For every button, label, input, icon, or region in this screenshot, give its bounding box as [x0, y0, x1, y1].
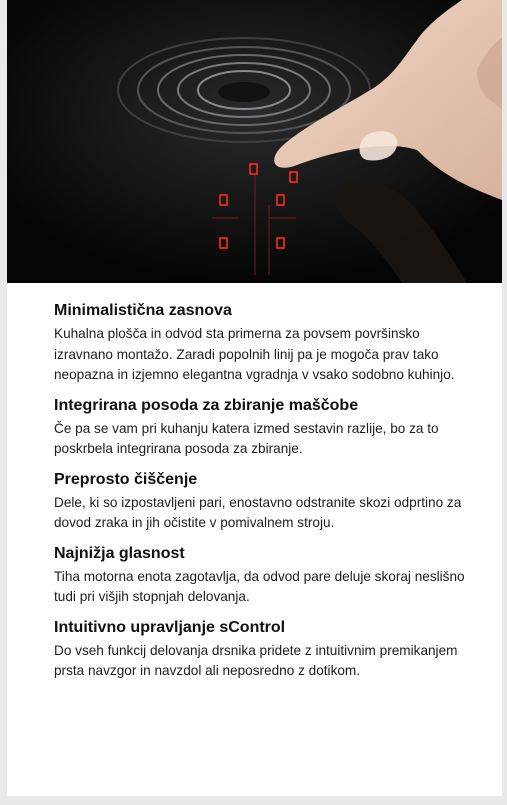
section-text: Kuhalna plošča in odvod sta primerna za povsem površinsko izravnano montažo. Zaradi popolnih linij pa je mogoča prav tako neopazna in izjemno elegantna vgradnja v vsako sodobno kuhinjo.	[54, 326, 455, 382]
feature-card	[7, 0, 502, 796]
section-title: Najnižja glasnost	[54, 544, 185, 562]
section-title: Intuitivno upravljanje sControl	[54, 618, 286, 636]
feature-section	[54, 300, 474, 386]
section-text: Do vseh funkcij delovanja drsnika pridete z intuitivnim premikanjem prsta navzgor in navzdol ali neposredno z dotikom.	[54, 642, 458, 678]
feature-list	[54, 300, 474, 691]
feature-section	[54, 543, 474, 608]
section-text: Če pa se vam pri kuhanju katera izmed sestavin razlije, bo za to poskrbela integrirana posoda za zbiranje.	[54, 420, 439, 456]
feature-section	[54, 617, 474, 682]
cooktop-touch-control-image	[7, 0, 502, 283]
feature-section	[54, 395, 474, 460]
feature-section	[54, 469, 474, 534]
section-title: Minimalistična zasnova	[54, 302, 232, 319]
section-title: Preprosto čiščenje	[54, 470, 198, 488]
section-text: Dele, ki so izpostavljeni pari, enostavno odstranite skozi odprtino za dovod zraka in jih očistite v pomivalnem stroju.	[54, 494, 462, 530]
hero-image	[7, 0, 502, 283]
section-title: Integrirana posoda za zbiranje maščobe	[54, 396, 359, 414]
section-text: Tiha motorna enota zagotavlja, da odvod pare deluje skoraj neslišno tudi pri višjih stopnjah delovanja.	[54, 568, 465, 604]
